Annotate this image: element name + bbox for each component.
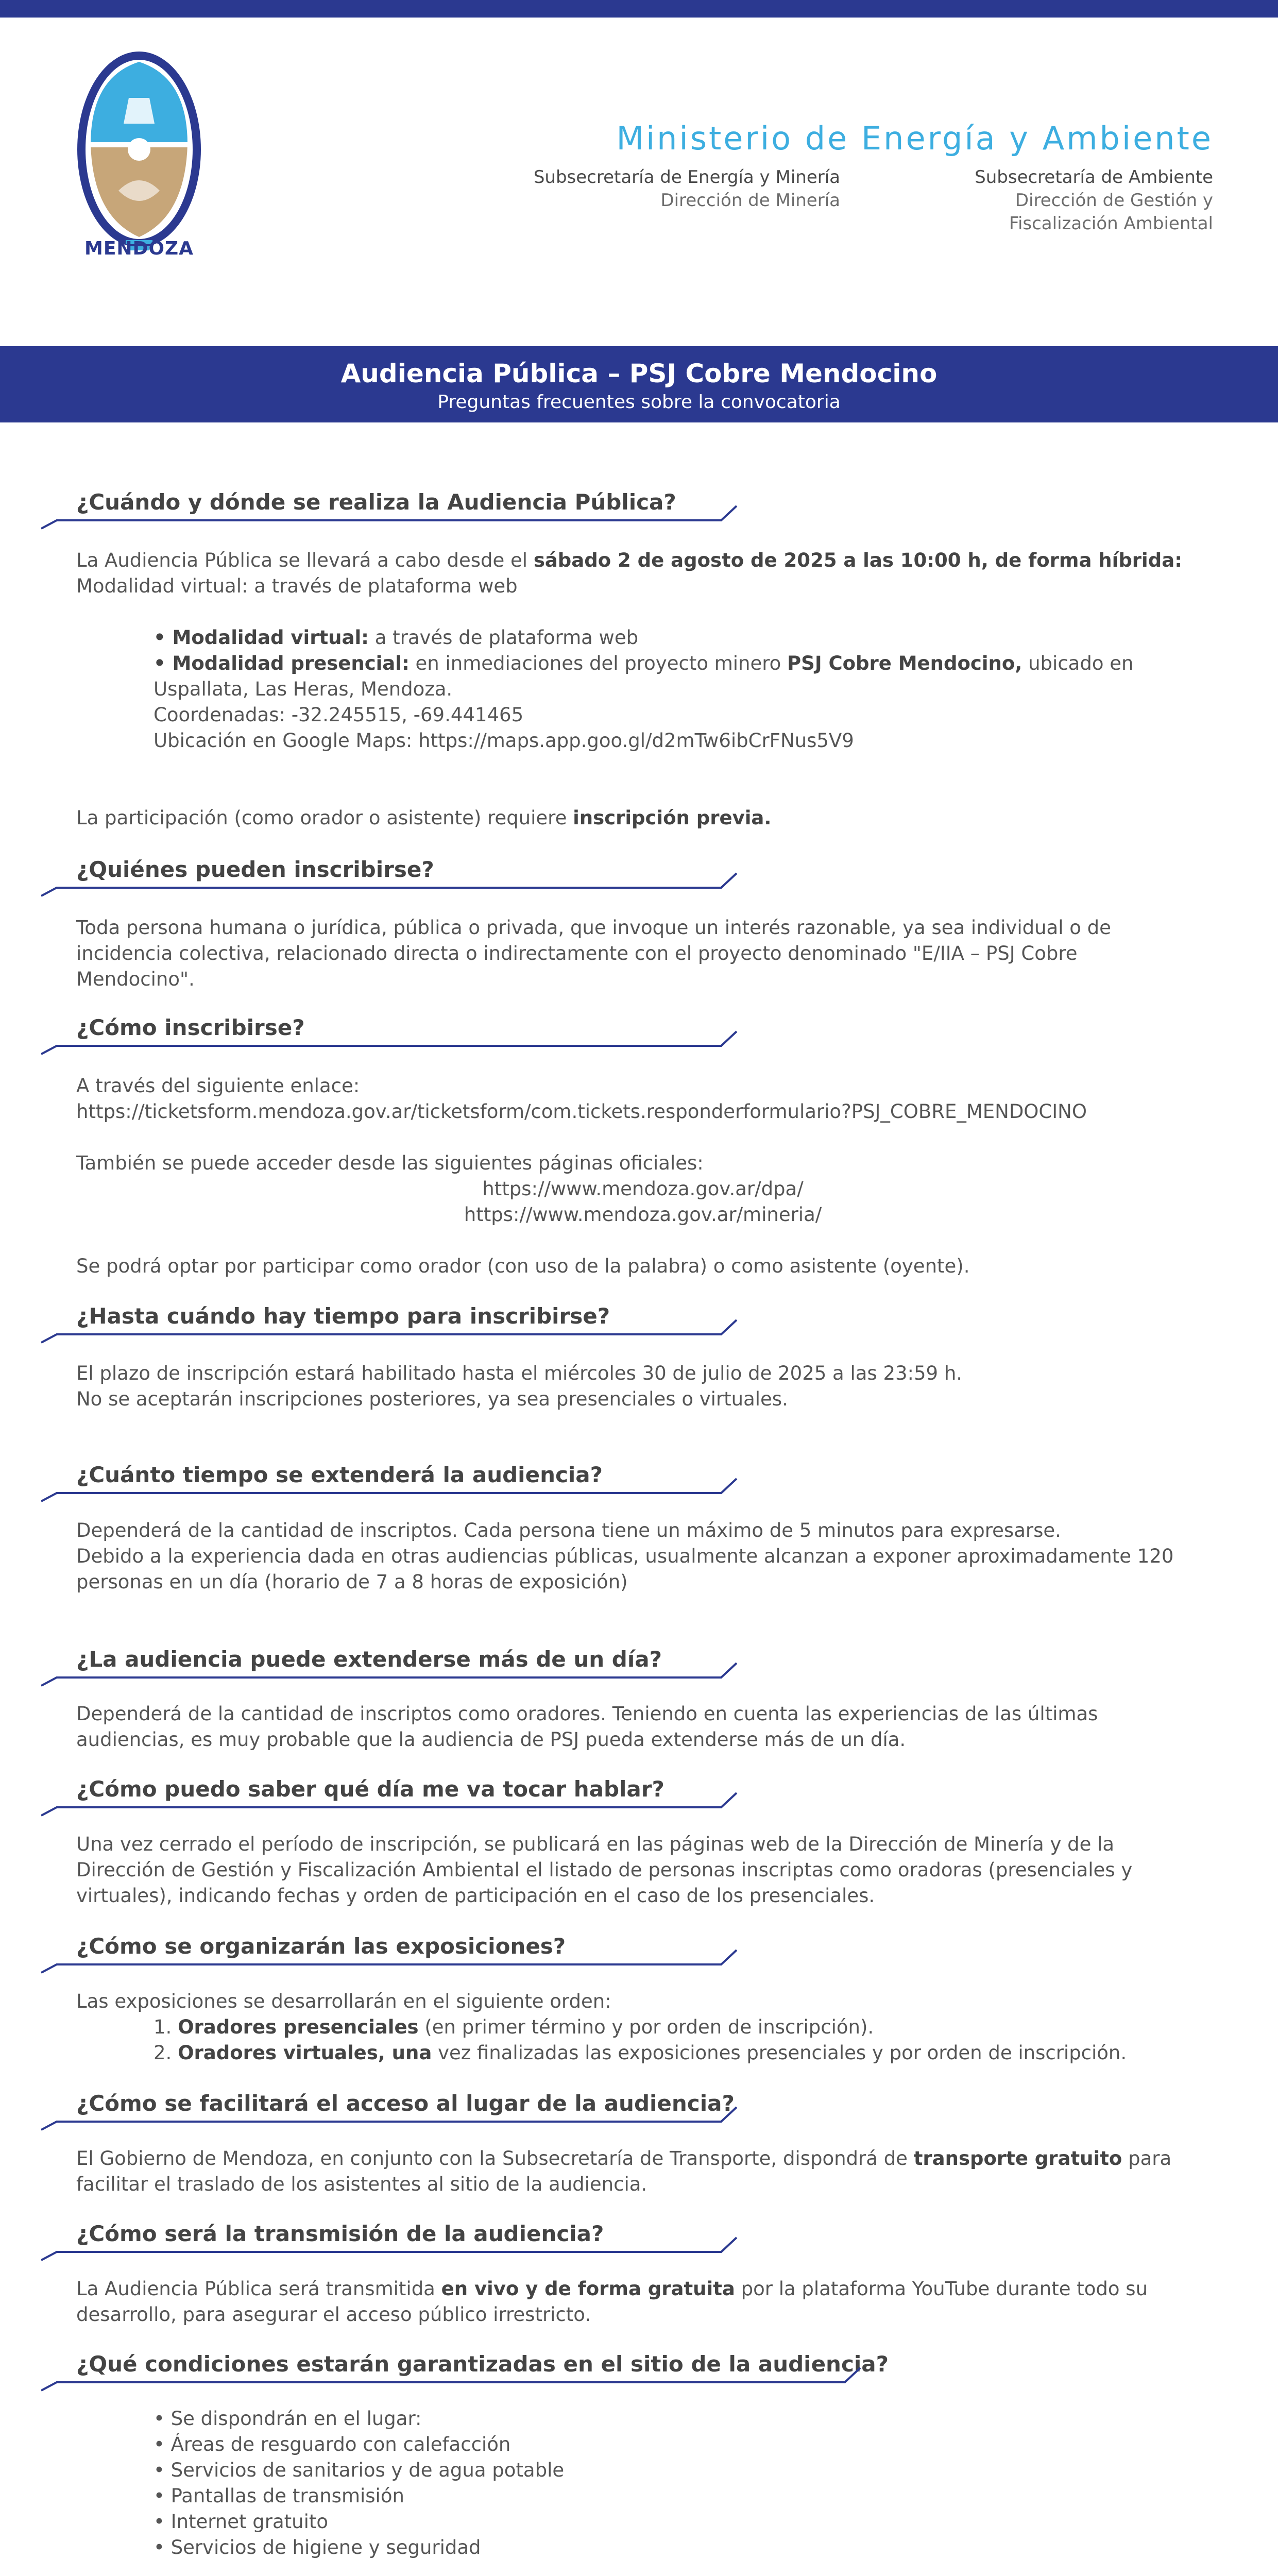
top-bar: [0, 0, 1278, 18]
answer-text: Las exposiciones se desarrollarán en el siguiente orden:: [76, 1990, 611, 2012]
title-underline: [41, 1030, 742, 1056]
official-link-dpa[interactable]: https://www.mendoza.gov.ar/dpa/: [482, 1178, 804, 1200]
sub-right-line2: Fiscalización Ambiental: [1009, 213, 1213, 234]
banner-title: Audiencia Pública – PSJ Cobre Mendocino: [340, 359, 938, 388]
question-title: ¿La audiencia puede extenderse más de un día?: [76, 1647, 662, 1672]
title-underline: [41, 2236, 742, 2262]
answer-text: La Audiencia Pública se llevará a cabo desde el: [76, 549, 534, 571]
answer-text: por la plataforma YouTube durante todo su: [735, 2278, 1148, 2300]
banner: [0, 346, 1278, 422]
answer-text: desarrollo, para asegurar el acceso público irrestricto.: [76, 2303, 591, 2326]
sub-right-line1: Dirección de Gestión y: [1015, 190, 1213, 211]
bullet-bold: PSJ Cobre Mendocino,: [787, 652, 1023, 674]
answer-q11: [76, 2406, 1209, 2576]
answer-q5: [76, 1518, 1209, 1595]
answer-text: Se podrá optar por participar como orador (con uso de la palabra) o como asistente (oyente).: [76, 1255, 970, 1277]
banner-subtitle: Preguntas frecuentes sobre la convocatoria: [437, 392, 841, 413]
title-underline: [41, 1792, 742, 1818]
list-item: • Se dispondrán en el lugar:: [154, 2408, 422, 2430]
sub-left-title: Subsecretaría de Energía y Minería: [533, 167, 840, 188]
answer-text: Dependerá de la cantidad de inscriptos como oradores. Teniendo en cuenta las experiencias de las últimas: [76, 1703, 1098, 1725]
answer-q10: [76, 2276, 1209, 2328]
answer-text: El Gobierno de Mendoza, en conjunto con la Subsecretaría de Transporte, dispondrá de: [76, 2147, 914, 2170]
bullet-label: Modalidad virtual:: [172, 626, 369, 649]
answer-text: Mendocino".: [76, 968, 195, 990]
list-item: • Servicios de sanitarios y de agua potable: [154, 2459, 565, 2481]
answer-bold: inscripción previa.: [573, 807, 772, 829]
answer-text: Debido a la experiencia dada en otras audiencias públicas, usualmente alcanzan a exponer aproximadamente 120: [76, 1545, 1174, 1567]
faq-section-q9: [0, 2091, 1278, 2137]
list-item: • Pantallas de transmisión: [154, 2485, 404, 2507]
answer-q6: [76, 1701, 1209, 1753]
answer-text: incidencia colectiva, relacionado directa o indirectamente con el proyecto denominado "E/IIA – PSJ Cobre: [76, 942, 1078, 964]
logo-text: MENDOZA: [84, 238, 194, 259]
answer-text: para: [1122, 2147, 1172, 2170]
answer-text: A través del siguiente enlace:: [76, 1075, 360, 1097]
title-underline: [41, 872, 742, 898]
title-underline: [41, 505, 742, 531]
question-title: ¿Quiénes pueden inscribirse?: [76, 857, 434, 882]
question-title: ¿Cómo será la transmisión de la audiencia?: [76, 2221, 604, 2246]
list-number: 1.: [154, 2016, 178, 2038]
answer-text: Una vez cerrado el período de inscripción, se publicará en las páginas web de la Dirección de Minería y de la: [76, 1833, 1115, 1855]
title-underline: [41, 1949, 742, 1975]
list-item: • Áreas de resguardo con calefacción: [154, 2433, 511, 2455]
mendoza-shield-logo: [72, 46, 206, 263]
list-item: • Servicios de higiene y seguridad: [154, 2536, 481, 2558]
faq-section-q2: [0, 857, 1278, 903]
faq-section-q5: [0, 1462, 1278, 1509]
registration-link[interactable]: https://ticketsform.mendoza.gov.ar/ticketsform/com.tickets.responderformulario?PSJ_COBRE_MENDOCINO: [76, 1100, 1087, 1123]
answer-text: Modalidad virtual: a través de plataforma web: [76, 575, 518, 597]
title-underline: [41, 1478, 742, 1503]
faq-section-q3: [0, 1015, 1278, 1061]
bullet-label: Modalidad presencial:: [172, 652, 410, 674]
faq-section-q8: [0, 1934, 1278, 1980]
list-bold: Oradores presenciales: [178, 2016, 419, 2038]
bullet-text: Uspallata, Las Heras, Mendoza.: [154, 678, 453, 700]
question-title: ¿Cómo se organizarán las exposiciones?: [76, 1934, 566, 1959]
list-number: 2.: [154, 2042, 178, 2064]
answer-bold: sábado 2 de agosto de 2025 a las 10:00 h, de forma híbrida:: [533, 549, 1182, 571]
faq-section-q6: [0, 1647, 1278, 1693]
answer-q3: [76, 1073, 1209, 1279]
answer-q1: La Audiencia Pública se llevará a cabo desde el sábado 2 de agosto de 2025 a las 10:00 h, de forma híbrida: Modalidad virtual: a través de plataforma web • Modalidad virtual: a través de plataforma web • Modalidad presencial: en inmediaciones del proyecto minero PSJ Cobre Mendocino, ubicado en Uspallata, Las Heras, Mendoza. Coordenadas: -32.245515, -69.441465 Ubicación en Google Maps: https://maps.app.goo.gl/d2mTw6ibCrFNus5V9 La participación (como orador o asistente) requiere inscripción previa.: [76, 548, 1209, 831]
official-link-mineria[interactable]: https://www.mendoza.gov.ar/mineria/: [464, 1204, 822, 1226]
answer-text: No se aceptarán inscripciones posteriores, ya sea presenciales o virtuales.: [76, 1388, 788, 1410]
maps-link[interactable]: Ubicación en Google Maps: https://maps.app.goo.gl/d2mTw6ibCrFNus5V9: [154, 730, 854, 752]
title-underline: [41, 1319, 742, 1345]
answer-bold: en vivo y de forma gratuita: [441, 2278, 735, 2300]
answer-q4: [76, 1361, 1209, 1412]
list-item: • Internet gratuito: [154, 2511, 329, 2533]
question-title: ¿Cómo inscribirse?: [76, 1015, 305, 1040]
title-underline: [41, 1662, 742, 1688]
faq-section-q10: [0, 2221, 1278, 2267]
answer-text: La Audiencia Pública será transmitida: [76, 2278, 441, 2300]
answer-text: personas en un día (horario de 7 a 8 horas de exposición): [76, 1571, 628, 1593]
question-title: ¿Cuánto tiempo se extenderá la audiencia?: [76, 1462, 603, 1487]
answer-text: facilitar el traslado de los asistentes al sitio de la audiencia.: [76, 2173, 647, 2195]
sub-left-block: [534, 166, 840, 212]
list-text: (en primer término y por orden de inscripción).: [418, 2016, 874, 2038]
faq-section-q11: [0, 2351, 1278, 2398]
answer-text: Toda persona humana o jurídica, pública o privada, que invoque un interés razonable, ya sea individual o de: [76, 917, 1111, 939]
coordinates-text: Coordenadas: -32.245515, -69.441465: [154, 704, 524, 726]
answer-q2: [76, 915, 1209, 992]
faq-section-q7: [0, 1776, 1278, 1823]
answer-text: virtuales), indicando fechas y orden de participación en el caso de los presenciales.: [76, 1885, 875, 1907]
list-bold: Oradores virtuales, una: [178, 2042, 432, 2064]
ministry-title: Ministerio de Energía y Ambiente: [616, 120, 1213, 157]
bullet-text: a través de plataforma web: [368, 626, 639, 649]
answer-bold: transporte gratuito: [913, 2147, 1122, 2170]
question-title: ¿Cuándo y dónde se realiza la Audiencia Pública?: [76, 489, 676, 515]
sub-right-title: Subsecretaría de Ambiente: [975, 167, 1213, 188]
title-underline: [41, 2367, 865, 2393]
list-text: vez finalizadas las exposiciones presenciales y por orden de inscripción.: [432, 2042, 1127, 2064]
answer-q7: [76, 1832, 1209, 1909]
faq-section-q4: [0, 1303, 1278, 1350]
question-title: ¿Qué condiciones estarán garantizadas en el sitio de la audiencia?: [76, 2351, 889, 2377]
answer-text: Dirección de Gestión y Fiscalización Ambiental el listado de personas inscriptas como oradoras (presenciales y: [76, 1859, 1133, 1881]
question-title: ¿Hasta cuándo hay tiempo para inscribirse?: [76, 1303, 610, 1329]
sub-right-block: [975, 166, 1213, 235]
answer-text: La participación (como orador o asistente) requiere: [76, 807, 573, 829]
answer-q8: [76, 1989, 1209, 2066]
sub-left-line: Dirección de Minería: [660, 190, 840, 211]
bullet-text: en inmediaciones del proyecto minero: [409, 652, 788, 674]
answer-text: El plazo de inscripción estará habilitado hasta el miércoles 30 de julio de 2025 a las 23:59 h.: [76, 1362, 963, 1384]
bullet-text: ubicado en: [1022, 652, 1134, 674]
title-underline: [41, 2106, 742, 2132]
question-title: ¿Cómo se facilitará el acceso al lugar de la audiencia?: [76, 2091, 735, 2116]
faq-section-q1: [0, 489, 1278, 536]
answer-q9: [76, 2146, 1209, 2197]
answer-text: También se puede acceder desde las siguientes páginas oficiales:: [76, 1152, 704, 1174]
question-title: ¿Cómo puedo saber qué día me va tocar hablar?: [76, 1776, 664, 1802]
answer-text: Dependerá de la cantidad de inscriptos. Cada persona tiene un máximo de 5 minutos para expresarse.: [76, 1519, 1061, 1541]
answer-text: audiencias, es muy probable que la audiencia de PSJ pueda extenderse más de un día.: [76, 1728, 906, 1751]
